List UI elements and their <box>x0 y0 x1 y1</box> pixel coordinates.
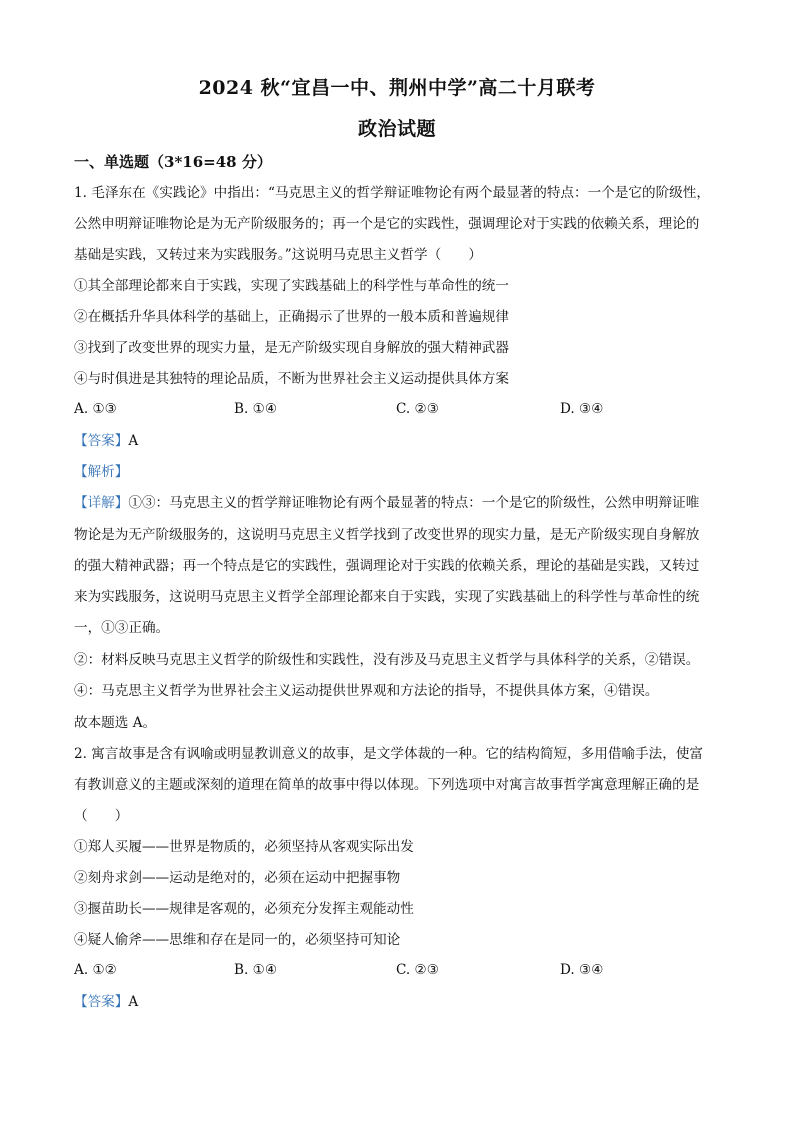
q2-answer <box>74 993 138 1011</box>
q2-item-4: ④疑人偷斧——思维和存在是同一的，必须坚持可知论 <box>74 932 401 948</box>
q1-detail-line-1 <box>74 494 699 512</box>
q1-detail-line-7: ④：马克思主义哲学为世界社会主义运动提供世界观和方法论的指导，不提供具体方案，④错误。 <box>74 683 659 699</box>
q2-option-c: C. ②③ <box>396 962 439 978</box>
q2-item-3: ③揠苗助长——规律是客观的，必须充分发挥主观能动性 <box>74 901 414 917</box>
q1-option-a: A. ①③ <box>74 401 117 417</box>
q1-conclusion: 故本题选 A。 <box>74 715 157 731</box>
q2-item-1: ①郑人买履——世界是物质的，必须坚持从客观实际出发 <box>74 839 414 855</box>
q2-stem-line-3: （ ） <box>74 808 129 824</box>
q2-option-b: B. ①④ <box>234 962 278 978</box>
q1-stem-line-3: 基础是实践，又转过来为实践服务。”这说明马克思主义哲学（ ） <box>74 247 482 263</box>
detail-label: 【详解】 <box>74 495 129 511</box>
q1-detail-line-2: 物论是为无产阶级服务的，这说明马克思主义哲学找到了改变世界的现实力量，是无产阶级实现自身解放 <box>74 527 700 543</box>
q1-detail-line-3: 的强大精神武器；再一个特点是它的实践性，强调理论对于实践的依赖关系，理论的基础是实践，又转过 <box>74 558 700 574</box>
answer-label: 【答案】 <box>74 433 129 449</box>
q2-item-2: ②刻舟求剑——运动是绝对的，必须在运动中把握事物 <box>74 870 401 886</box>
detail-text: ①③：马克思主义的哲学辩证唯物论有两个最显著的特点：一个是它的阶级性，公然申明辩证唯 <box>128 495 700 511</box>
analysis-label: 【解析】 <box>74 464 129 480</box>
q1-answer <box>74 432 138 450</box>
exam-title: 2024 秋“宜昌一中、荆州中学”高二十月联考 <box>198 77 596 99</box>
q2-option-d: D. ③④ <box>560 962 604 978</box>
q2-stem-line-1: 2. 寓言故事是含有讽喻或明显教训意义的故事，是文学体裁的一种。它的结构简短，多用借喻手法，使富 <box>74 746 704 762</box>
q1-analysis-label <box>74 463 128 481</box>
q1-item-4: ④与时俱进是其独特的理论品质，不断为世界社会主义运动提供具体方案 <box>74 371 509 387</box>
q2-stem-line-2: 有教训意义的主题或深刻的道理在简单的故事中得以体现。下列选项中对寓言故事哲学寓意理解正确的是 <box>74 777 700 793</box>
q1-item-2: ②在概括升华具体科学的基础上，正确揭示了世界的一般本质和普遍规律 <box>74 309 509 325</box>
answer-value: A <box>128 433 139 449</box>
q1-stem-line-1: 1. 毛泽东在《实践论》中指出：“马克思主义的哲学辩证唯物论有两个最显著的特点：一个是它的阶级性， <box>74 185 710 201</box>
q1-detail-line-5: 一，①③正确。 <box>74 620 170 636</box>
q1-detail-line-4: 来为实践服务，这说明马克思主义哲学全部理论都来自于实践，实现了实践基础上的科学性与革命性的统 <box>74 589 700 605</box>
q1-stem-line-2: 公然申明辩证唯物论是为无产阶级服务的；再一个是它的实践性，强调理论对于实践的依赖关系，理论的 <box>74 216 700 232</box>
answer-label: 【答案】 <box>74 994 129 1010</box>
q1-item-3: ③找到了改变世界的现实力量，是无产阶级实现自身解放的强大精神武器 <box>74 340 509 356</box>
q1-option-b: B. ①④ <box>234 401 278 417</box>
exam-subject: 政治试题 <box>357 118 436 140</box>
q1-option-d: D. ③④ <box>560 401 604 417</box>
q1-detail-line-6: ②：材料反映马克思主义哲学的阶级性和实践性，没有涉及马克思主义哲学与具体科学的关系，②错误。 <box>74 652 700 668</box>
q1-option-c: C. ②③ <box>396 401 439 417</box>
answer-value: A <box>128 994 139 1010</box>
section-heading: 一、单选题（3*16=48 分） <box>74 153 272 171</box>
q1-item-1: ①其全部理论都来自于实践，实现了实践基础上的科学性与革命性的统一 <box>74 278 509 294</box>
q2-option-a: A. ①② <box>74 962 117 978</box>
